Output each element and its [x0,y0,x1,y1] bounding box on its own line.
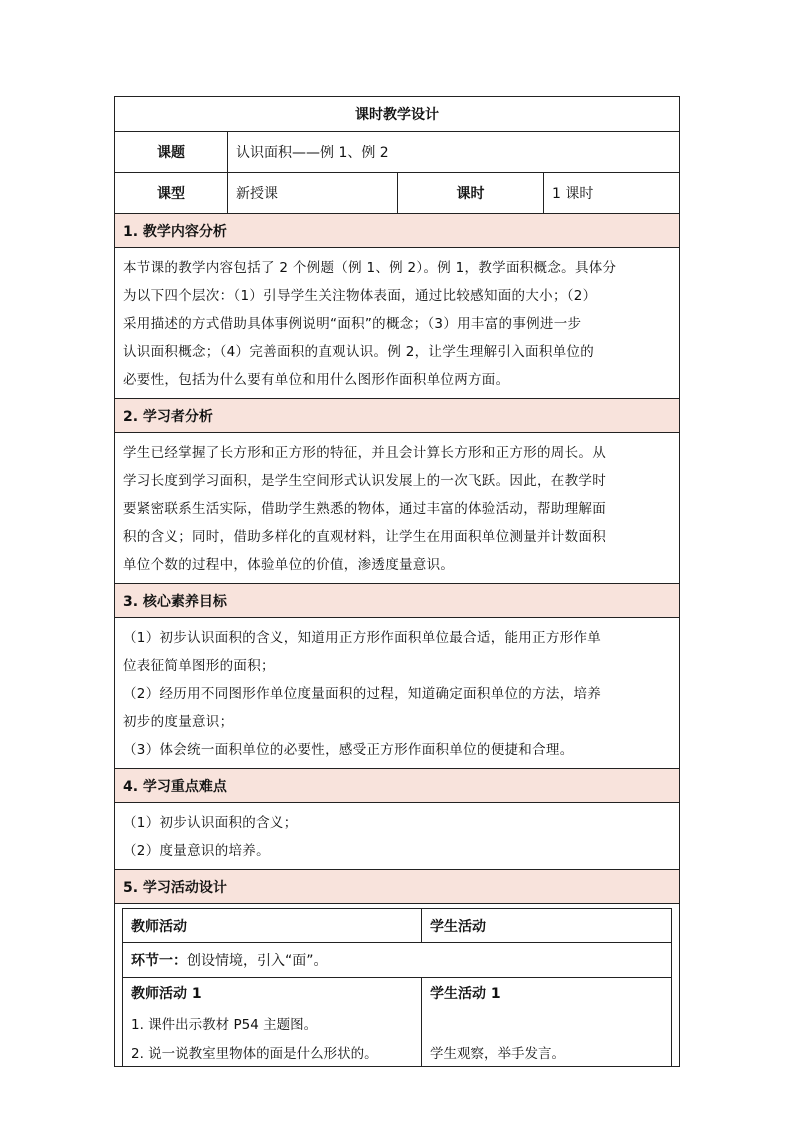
activity-detail-row [123,977,671,1066]
section-heading-content-analysis: 1. 教学内容分析 [115,213,679,247]
paragraph-line: 学生已经掌握了长方形和正方形的特征，并且会计算长方形和正方形的周长。从 [123,445,606,461]
student-activity-line [430,1008,663,1037]
paragraph-line: （1）初步认识面积的含义； [123,815,298,831]
paragraph-line: 要紧密联系生活实际，借助学生熟悉的物体，通过丰富的体验活动，帮助理解面 [123,501,606,517]
student-activity-line: 学生观察，举手发言。 [430,1045,565,1062]
paragraph-line: 为以下四个层次：（1）引导学生关注物体表面，通过比较感知面的大小；（2） [123,288,597,304]
section-heading-activity-design: 5. 学习活动设计 [115,869,679,903]
paragraph-line: 位表征简单图形的面积； [123,658,275,674]
section-body-learner-analysis [115,432,679,583]
lesson-design-table [114,96,680,1067]
paragraph-line: 学习长度到学习面积，是学生空间形式认识发展上的一次飞跃。因此，在教学时 [123,473,606,489]
student-activity-cell [421,978,671,1066]
paragraph-line: 认识面积概念；（4）完善面积的直观认识。例 2，让学生理解引入面积单位的 [123,344,595,360]
stage-one-text: 创设情境，引入“面”。 [187,953,328,969]
hours-label: 课时 [397,173,543,213]
section-heading-learner-analysis: 2. 学习者分析 [115,398,679,432]
student-activity-title: 学生活动 1 [430,986,501,1002]
paragraph-line: 采用描述的方式借助具体事例说明“面积”的概念；（3）用丰富的事例进一步 [123,316,582,332]
section-body-key-points [115,802,679,869]
paragraph-line: （1）初步认识面积的含义，知道用正方形作面积单位最合适，能用正方形作单 [123,630,602,646]
teacher-activity-cell [123,978,421,1066]
topic-value: 认识面积——例 1、例 2 [227,132,679,172]
student-activity-header: 学生活动 [421,909,671,942]
topic-row [115,131,679,172]
teacher-activity-title: 教师活动 1 [131,986,202,1002]
teacher-activity-header: 教师活动 [131,918,187,935]
stage-row [123,942,671,977]
paragraph-line: 单位个数的过程中，体验单位的价值，渗透度量意识。 [123,557,455,573]
table-title: 课时教学设计 [355,107,439,123]
paragraph-line: 初步的度量意识； [123,714,234,730]
section-heading-core-goals: 3. 核心素养目标 [115,583,679,617]
topic-label: 课题 [157,145,185,161]
paragraph-line: （3）体会统一面积单位的必要性，感受正方形作面积单位的便捷和合理。 [123,742,574,758]
activity-design-body [115,903,679,1066]
type-value: 新授课 [227,173,397,213]
teacher-activity-line: 1. 课件出示教材 P54 主题图。 [131,1016,318,1033]
stage-one [123,943,336,977]
section-body-content-analysis [115,247,679,398]
section-body-core-goals [115,617,679,768]
activity-header-row [123,909,671,942]
activity-table [122,908,672,1066]
paragraph-line: （2）经历用不同图形作单位度量面积的过程，知道确定面积单位的方法，培养 [123,686,602,702]
type-label: 课型 [157,186,185,202]
stage-one-label: 环节一： [131,953,187,969]
paragraph-line: 本节课的教学内容包括了 2 个例题（例 1、例 2）。例 1，教学面积概念。具体分 [123,260,617,276]
paragraph-line: 积的含义；同时，借助多样化的直观材料，让学生在用面积单位测量并计数面积 [123,529,606,545]
type-row [115,172,679,213]
hours-value: 1 课时 [543,173,679,213]
paragraph-line: （2）度量意识的培养。 [123,843,270,859]
section-heading-key-points: 4. 学习重点难点 [115,768,679,802]
paragraph-line: 必要性，包括为什么要有单位和用什么图形作面积单位两方面。 [123,372,510,388]
teacher-activity-line: 2. 说一说教室里物体的面是什么形状的。 [131,1045,378,1062]
